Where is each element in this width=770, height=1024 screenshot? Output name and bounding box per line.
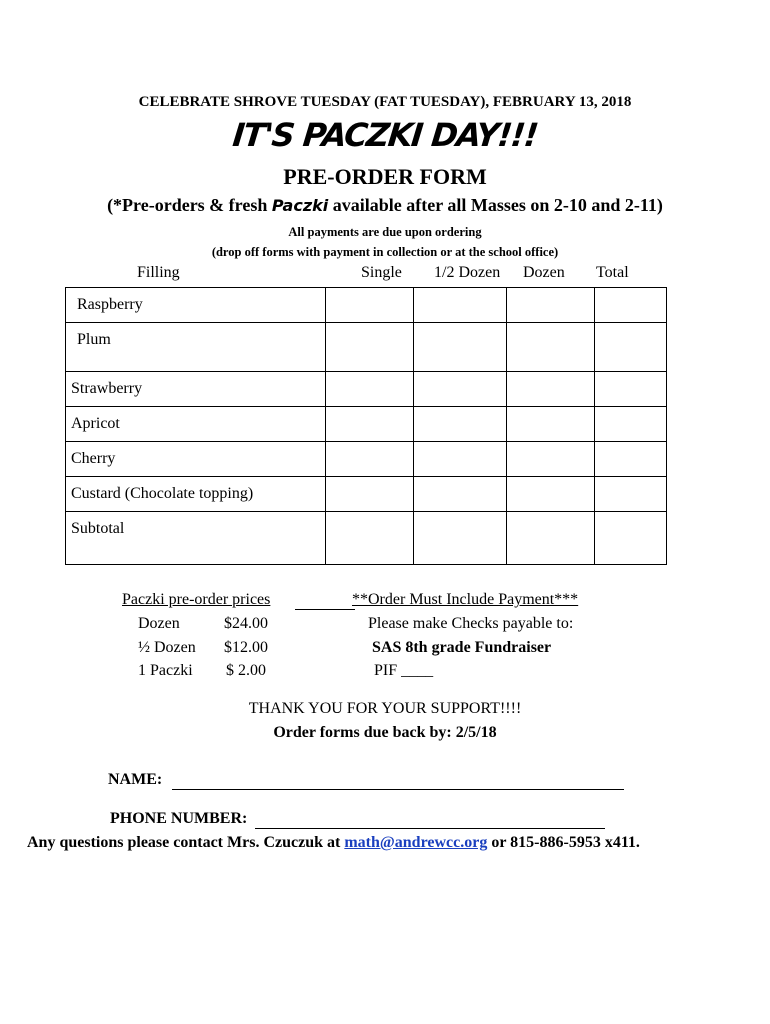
filling-cell: Custard (Chocolate topping) bbox=[66, 477, 326, 512]
total-cell[interactable] bbox=[595, 442, 667, 477]
single-qty-cell[interactable] bbox=[326, 512, 414, 565]
price-value-half-dozen: $12.00 bbox=[224, 639, 268, 656]
dozen-qty-cell[interactable] bbox=[507, 407, 595, 442]
single-qty-cell[interactable] bbox=[326, 288, 414, 323]
contact-text-pre: Any questions please contact Mrs. Czuczuk at bbox=[27, 834, 345, 851]
single-qty-cell[interactable] bbox=[326, 323, 414, 372]
name-input-line[interactable] bbox=[172, 771, 624, 790]
contact-line bbox=[27, 834, 640, 852]
name-label: NAME: bbox=[108, 771, 163, 788]
form-subtitle: PRE-ORDER FORM bbox=[283, 164, 487, 189]
phone-label: PHONE NUMBER: bbox=[110, 810, 248, 827]
filling-cell: Raspberry bbox=[66, 288, 326, 323]
total-cell[interactable] bbox=[595, 372, 667, 407]
column-header-dozen: Dozen bbox=[523, 264, 565, 281]
price-label-half-dozen: ½ Dozen bbox=[138, 639, 196, 656]
single-qty-cell[interactable] bbox=[326, 442, 414, 477]
dozen-qty-cell[interactable] bbox=[507, 323, 595, 372]
price-label-single: 1 Paczki bbox=[138, 662, 193, 679]
column-header-filling: Filling bbox=[137, 264, 180, 281]
column-header-half-dozen: 1/2 Dozen bbox=[434, 264, 501, 281]
dropoff-notice: (drop off forms with payment in collection or at the school office) bbox=[211, 245, 559, 259]
contact-text-post: or 815-886-5953 x411. bbox=[487, 834, 640, 851]
form-title: IT'S PACZKI DAY!!! bbox=[230, 116, 540, 154]
filling-cell: Subtotal bbox=[66, 512, 326, 565]
availability-note-script: Paczki bbox=[271, 196, 329, 215]
price-heading-underline-extension bbox=[295, 609, 355, 610]
table-row bbox=[66, 407, 667, 442]
half-dozen-qty-cell[interactable] bbox=[414, 407, 507, 442]
price-label-dozen: Dozen bbox=[138, 615, 180, 632]
half-dozen-qty-cell[interactable] bbox=[414, 442, 507, 477]
name-field bbox=[108, 771, 624, 790]
payment-notice: All payments are due upon ordering bbox=[288, 225, 482, 239]
dozen-qty-cell[interactable] bbox=[507, 477, 595, 512]
filling-cell: Strawberry bbox=[66, 372, 326, 407]
half-dozen-qty-cell[interactable] bbox=[414, 323, 507, 372]
dozen-qty-cell[interactable] bbox=[507, 372, 595, 407]
price-list-heading: Paczki pre-order prices bbox=[122, 591, 271, 608]
single-qty-cell[interactable] bbox=[326, 477, 414, 512]
checks-payable-line: Please make Checks payable to: bbox=[368, 615, 574, 632]
filling-cell: Plum bbox=[66, 323, 326, 372]
dozen-qty-cell[interactable] bbox=[507, 442, 595, 477]
pif-field[interactable]: PIF ____ bbox=[374, 662, 434, 679]
dozen-qty-cell[interactable] bbox=[507, 288, 595, 323]
single-qty-cell[interactable] bbox=[326, 407, 414, 442]
table-row bbox=[66, 323, 667, 372]
total-cell[interactable] bbox=[595, 512, 667, 565]
table-row bbox=[66, 288, 667, 323]
price-value-single: $ 2.00 bbox=[226, 662, 266, 679]
half-dozen-qty-cell[interactable] bbox=[414, 512, 507, 565]
total-cell[interactable] bbox=[595, 288, 667, 323]
payment-heading: **Order Must Include Payment*** bbox=[352, 591, 579, 608]
dozen-qty-cell[interactable] bbox=[507, 512, 595, 565]
contact-email-link[interactable]: math@andrewcc.org bbox=[344, 834, 488, 851]
table-row bbox=[66, 372, 667, 407]
table-row bbox=[66, 477, 667, 512]
checks-payee: SAS 8th grade Fundraiser bbox=[372, 639, 552, 656]
column-header-total: Total bbox=[596, 264, 629, 281]
price-value-dozen: $24.00 bbox=[224, 615, 268, 632]
single-qty-cell[interactable] bbox=[326, 372, 414, 407]
phone-field bbox=[110, 810, 605, 829]
half-dozen-qty-cell[interactable] bbox=[414, 372, 507, 407]
total-cell[interactable] bbox=[595, 407, 667, 442]
due-date: Order forms due back by: 2/5/18 bbox=[273, 724, 497, 741]
table-row bbox=[66, 512, 667, 565]
total-cell[interactable] bbox=[595, 323, 667, 372]
filling-cell: Apricot bbox=[66, 407, 326, 442]
order-table bbox=[65, 287, 667, 565]
column-header-single: Single bbox=[361, 264, 402, 281]
filling-cell: Cherry bbox=[66, 442, 326, 477]
table-row bbox=[66, 442, 667, 477]
thank-you-message: THANK YOU FOR YOUR SUPPORT!!!! bbox=[248, 700, 522, 717]
availability-note bbox=[0, 195, 770, 216]
half-dozen-qty-cell[interactable] bbox=[414, 477, 507, 512]
availability-note-post: available after all Masses on 2-10 and 2-11) bbox=[328, 195, 663, 215]
availability-note-pre: (*Pre-orders & fresh bbox=[107, 195, 272, 215]
phone-input-line[interactable] bbox=[255, 810, 605, 829]
half-dozen-qty-cell[interactable] bbox=[414, 288, 507, 323]
event-headline: CELEBRATE SHROVE TUESDAY (FAT TUESDAY), FEBRUARY 13, 2018 bbox=[138, 94, 632, 110]
total-cell[interactable] bbox=[595, 477, 667, 512]
